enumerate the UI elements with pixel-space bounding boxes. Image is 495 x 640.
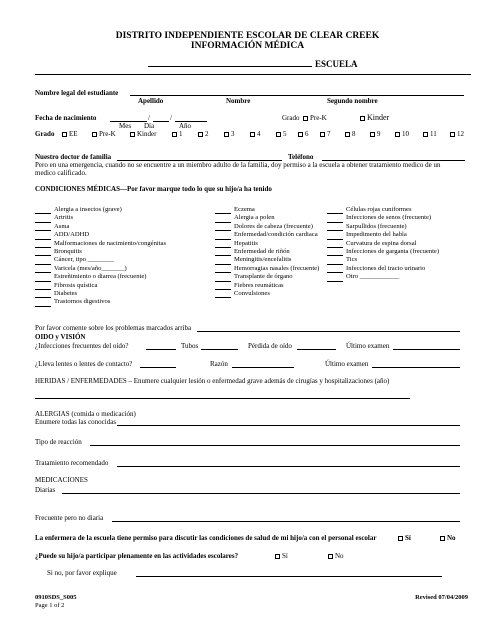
condition-label: Impedimento del habla — [346, 231, 407, 239]
mark-blank[interactable] — [35, 233, 51, 240]
condition-label: Enfermedad de riñón — [234, 248, 290, 256]
kinder-checkbox[interactable] — [360, 116, 365, 121]
conditions-col-2 — [215, 206, 319, 298]
condition-label: Infecciones de senos (frecuente) — [346, 214, 432, 222]
condition-label: Asma — [54, 222, 70, 230]
condition-item[interactable] — [327, 256, 439, 264]
last-exam-2-field[interactable] — [372, 367, 460, 368]
checkbox[interactable] — [450, 132, 455, 137]
last-exam-field[interactable] — [393, 349, 460, 350]
injuries-field[interactable] — [35, 398, 410, 399]
prek-checkbox[interactable] — [303, 116, 308, 121]
condition-item[interactable] — [215, 240, 319, 248]
condition-item[interactable] — [215, 273, 319, 281]
mark-blank[interactable] — [215, 266, 231, 273]
mark-blank[interactable] — [215, 241, 231, 248]
reaction-label: Tipo de reacción — [35, 438, 82, 446]
grade-option-ee[interactable] — [62, 130, 78, 138]
grade-option-12[interactable] — [450, 130, 464, 138]
grade-option-11[interactable] — [423, 130, 437, 138]
last-exam-2-label: Último examen — [325, 360, 369, 368]
treatment-field[interactable] — [117, 466, 460, 467]
condition-item[interactable] — [35, 290, 166, 298]
condition-item[interactable] — [35, 298, 166, 306]
mark-blank[interactable] — [35, 249, 51, 256]
condition-item[interactable] — [35, 223, 166, 231]
grade-option-label: 11 — [430, 130, 437, 138]
infrequent-field[interactable] — [112, 521, 460, 522]
condition-label: Artritis — [54, 214, 74, 222]
reason-label: Razón — [210, 360, 228, 368]
no-label: No — [335, 552, 344, 560]
grade-option-label: 8 — [352, 130, 356, 138]
checkbox[interactable] — [395, 132, 400, 137]
infrequent-label: Frecuente pero no diaria — [35, 514, 104, 522]
allergies-field[interactable] — [117, 425, 460, 426]
explain-label: Si no, por favor explique — [47, 569, 117, 577]
condition-item[interactable] — [327, 206, 439, 214]
checkbox[interactable] — [62, 132, 67, 137]
form-code: 0910SDS_S005 — [35, 594, 77, 601]
medications-heading: MEDICACIONES — [35, 476, 88, 484]
condition-item[interactable] — [327, 231, 439, 239]
grade-option-label: 7 — [327, 130, 331, 138]
condition-item[interactable] — [327, 214, 439, 222]
condition-label: Curvatura de espina dorsal — [346, 239, 417, 247]
grade-option-10[interactable] — [395, 130, 409, 138]
date-slash-2: / — [170, 114, 172, 122]
condition-label: Varicela (mes/año_______) — [54, 264, 127, 272]
condition-label: ADD/ADHD — [54, 231, 90, 239]
checkbox[interactable] — [423, 132, 428, 137]
checkbox[interactable] — [370, 132, 375, 137]
grade-option-label: EE — [69, 130, 78, 138]
condition-label: Otro ____________ — [346, 273, 400, 281]
grade-option-label: Pre-K — [99, 130, 116, 138]
condition-label: Fibrosis quística — [54, 281, 98, 289]
condition-label: Sarpullidos (frecuente) — [346, 222, 407, 230]
no-label: No — [447, 534, 456, 542]
grade-option-8[interactable] — [345, 130, 356, 138]
injuries-label: HERIDAS / ENFERMEDADES – Enumere cualquier lesión o enfermedad grave además de cirugías y hospitalizaciones (año) — [35, 377, 390, 385]
tubes-field[interactable] — [201, 349, 238, 350]
last-exam-label: Último examen — [346, 342, 390, 350]
checkbox[interactable] — [298, 132, 303, 137]
mark-blank[interactable] — [327, 216, 343, 223]
nombre-caption: Nombre — [226, 97, 251, 105]
mark-blank[interactable] — [35, 275, 51, 282]
mark-blank[interactable] — [215, 249, 231, 256]
condition-item[interactable] — [327, 240, 439, 248]
condition-item[interactable] — [327, 265, 439, 273]
yes-label: Sí — [282, 552, 288, 560]
mark-blank[interactable] — [35, 216, 51, 223]
grade-option-label: 6 — [305, 130, 309, 138]
condition-item[interactable] — [35, 240, 166, 248]
birth-date-label: Fecha de nacimiento — [35, 114, 97, 122]
mark-blank[interactable] — [327, 233, 343, 240]
grade-option-label: 4 — [257, 130, 261, 138]
participate-yes-checkbox[interactable] — [275, 554, 280, 559]
checkbox[interactable] — [345, 132, 350, 137]
condition-item[interactable] — [35, 206, 166, 214]
student-name-field[interactable] — [130, 95, 464, 96]
condition-label: Trastornos digestivos — [54, 298, 111, 306]
condition-label: Cáncer, tipo ________ — [54, 256, 114, 264]
mark-blank[interactable] — [327, 275, 343, 282]
mark-blank[interactable] — [327, 266, 343, 273]
condition-item[interactable] — [35, 282, 166, 290]
hearing-loss-label: Pérdida de oído — [248, 342, 292, 350]
condition-label: Infecciones del tracto urinario — [346, 264, 426, 272]
kinder-option[interactable] — [360, 113, 389, 122]
condition-item[interactable] — [35, 256, 166, 264]
mark-blank[interactable] — [215, 216, 231, 223]
condition-item[interactable] — [215, 214, 319, 222]
mark-blank[interactable] — [215, 258, 231, 265]
condition-item[interactable] — [215, 248, 319, 256]
condition-label: Tics — [346, 256, 358, 264]
mark-blank[interactable] — [215, 224, 231, 231]
reason-field[interactable] — [232, 367, 294, 368]
condition-item[interactable] — [215, 282, 319, 290]
condition-item[interactable] — [327, 223, 439, 231]
date-slash-1: / — [148, 114, 150, 122]
mark-blank[interactable] — [215, 283, 231, 290]
participate-yes-option[interactable] — [275, 552, 288, 560]
grade-option-3[interactable] — [224, 130, 235, 138]
condition-item[interactable] — [35, 265, 166, 273]
grade-option-label: 9 — [377, 130, 381, 138]
grade-option-label: 2 — [205, 130, 209, 138]
ano-caption: Año — [179, 122, 192, 130]
daily-field[interactable] — [62, 493, 460, 494]
condition-label: Convulsiones — [234, 290, 270, 298]
grade-option-kinder[interactable] — [130, 130, 156, 138]
conditions-col-3 — [327, 206, 439, 282]
condition-label: Infecciones de garganta (frecuente) — [346, 248, 440, 256]
form-title: INFORMACIÓN MÉDICA — [190, 41, 305, 51]
mark-blank[interactable] — [35, 266, 51, 273]
grade-option-label: 1 — [179, 130, 183, 138]
segundo-nombre-caption: Segundo nombre — [327, 97, 378, 105]
emergency-text-2: medico calificado. — [35, 169, 87, 177]
header-rule — [35, 74, 471, 75]
mark-blank[interactable] — [327, 258, 343, 265]
reaction-field[interactable] — [90, 445, 460, 446]
condition-item[interactable] — [327, 248, 439, 256]
condition-item[interactable] — [35, 214, 166, 222]
conditions-heading: CONDICIONES MÉDICAS—Por favor marque todo lo que su hijo/a ha tenido — [35, 185, 272, 193]
hearing-loss-field[interactable] — [297, 349, 336, 350]
condition-item[interactable] — [215, 223, 319, 231]
grade-option-5[interactable] — [276, 130, 287, 138]
mark-blank[interactable] — [327, 207, 343, 214]
checkbox[interactable] — [320, 132, 325, 137]
prek-option[interactable] — [303, 114, 327, 122]
condition-item[interactable] — [215, 256, 319, 264]
mark-blank[interactable] — [35, 224, 51, 231]
grade-option-label: 3 — [231, 130, 235, 138]
condition-label: Bronquitis — [54, 248, 82, 256]
school-field[interactable] — [148, 66, 312, 67]
district-title: DISTRITO INDEPENDIENTE ESCOLAR DE CLEAR CREEK — [115, 31, 380, 41]
explain-field[interactable] — [136, 576, 442, 577]
grade-option-label: 10 — [402, 130, 409, 138]
condition-label: Transplante de órgano — [234, 273, 293, 281]
condition-label: Malformaciones de nacimiento/congénitas — [54, 239, 167, 247]
tubes-label: Tubos — [181, 342, 199, 350]
condition-label: Enfermedad/condición cardiaca — [234, 231, 318, 239]
mark-blank[interactable] — [35, 283, 51, 290]
mark-blank[interactable] — [35, 207, 51, 214]
mark-blank[interactable] — [35, 258, 51, 265]
condition-label: Eczema — [234, 206, 255, 213]
ear-infections-field[interactable] — [146, 349, 176, 350]
school-label: ESCUELA — [315, 59, 358, 69]
dia-caption: Día — [144, 122, 155, 130]
mark-blank[interactable] — [215, 291, 231, 298]
conditions-col-1 — [35, 206, 166, 307]
mark-blank[interactable] — [327, 241, 343, 248]
grade-option-7[interactable] — [320, 130, 331, 138]
mark-blank[interactable] — [35, 291, 51, 298]
condition-item[interactable] — [215, 265, 319, 273]
allergies-heading: ALERGIAS (comida o medicación) — [35, 410, 136, 418]
prek-option-label: Pre-K — [310, 114, 327, 122]
nurse-no-option[interactable] — [440, 534, 456, 542]
condition-item[interactable] — [327, 273, 439, 281]
mark-blank[interactable] — [35, 300, 51, 307]
checkbox[interactable] — [198, 132, 203, 137]
condition-item[interactable] — [215, 231, 319, 239]
condition-label: Hepatitis — [234, 239, 258, 247]
daily-label: Diarias — [35, 486, 56, 494]
glasses-field[interactable] — [140, 367, 176, 368]
checkbox[interactable] — [276, 132, 281, 137]
grade-row-label: Grado — [35, 130, 55, 138]
checkbox[interactable] — [130, 132, 135, 137]
condition-label: Fiebres reumáticas — [234, 281, 284, 289]
mes-caption: Mes — [119, 122, 132, 130]
phone-label: Teléfono — [288, 153, 314, 161]
participate-question: ¿Puede su hijo/a participar plenamente en las actividades escolares? — [35, 552, 239, 560]
condition-item[interactable] — [35, 231, 166, 239]
participate-no-option[interactable] — [328, 552, 344, 560]
comments-label: Por favor comente sobre los problemas marcados arriba — [35, 324, 192, 332]
apellido-caption: Apellido — [138, 97, 164, 105]
condition-item[interactable] — [35, 248, 166, 256]
checkbox[interactable] — [224, 132, 229, 137]
student-name-label: Nombre legal del estudiante — [35, 89, 119, 97]
condition-item[interactable] — [215, 290, 319, 298]
grade-option-4[interactable] — [250, 130, 261, 138]
grade-option-label: 12 — [457, 130, 464, 138]
checkbox[interactable] — [172, 132, 177, 137]
nurse-yes-checkbox[interactable] — [398, 536, 403, 541]
treatment-label: Tratamiento recomendado — [35, 459, 109, 467]
condition-label: Alergia a insectos (grave) — [54, 206, 122, 213]
condition-label: Dolores de cabeza (frecuente) — [234, 222, 313, 230]
grade-option-prek[interactable] — [92, 130, 116, 138]
grade-option-1[interactable] — [172, 130, 183, 138]
doctor-label: Nuestro doctor de familia — [35, 153, 112, 161]
mark-blank[interactable] — [327, 249, 343, 256]
checkbox[interactable] — [250, 132, 255, 137]
grade-option-2[interactable] — [198, 130, 209, 138]
page-number: Page 1 of 2 — [35, 602, 65, 609]
mark-blank[interactable] — [215, 275, 231, 282]
grade-option-label: 5 — [283, 130, 287, 138]
revised-date: Revised 07/04/2009 — [415, 594, 468, 601]
condition-label: Meningitis/encefalitis — [234, 256, 292, 264]
glasses-label: ¿Lleva lentes o lentes de contacto? — [35, 360, 133, 368]
mark-blank[interactable] — [215, 207, 231, 214]
condition-label: Células rojas cuniformes — [346, 206, 412, 213]
grade-option-6[interactable] — [298, 130, 309, 138]
condition-label: Alergia a polen — [234, 214, 275, 222]
grade-option-9[interactable] — [370, 130, 381, 138]
emergency-text: Pero en una emergencia, cuando no se encuentre a un miembro adulto de la familia, doy permiso a la escuela a obtener tratamiento medico de un — [35, 161, 441, 169]
nurse-permission-text: La enfermera de la escuela tiene permiso para discutir las condiciones de salud de mi hijo/a con el personal escolar — [35, 534, 377, 542]
participate-no-checkbox[interactable] — [328, 554, 333, 559]
condition-item[interactable] — [35, 273, 166, 281]
allergies-list-label: Enumere todas las conocidas — [35, 418, 117, 426]
grade-option-label: Kinder — [137, 130, 157, 138]
checkbox[interactable] — [92, 132, 97, 137]
yes-label: Sí — [405, 534, 411, 542]
nurse-yes-option[interactable] — [398, 534, 411, 542]
grade-label-top: Grado — [282, 114, 300, 122]
ears-vision-heading: OIDO y VISIÓN — [35, 333, 86, 341]
mark-blank[interactable] — [215, 233, 231, 240]
condition-label: Diabetes — [54, 290, 78, 298]
comments-field[interactable] — [197, 331, 460, 332]
ear-infections-label: ¿Infecciones frecuentes del oído? — [35, 342, 129, 350]
mark-blank[interactable] — [35, 241, 51, 248]
condition-label: Estreñimiento o diarrea (frecuente) — [54, 273, 147, 281]
mark-blank[interactable] — [327, 224, 343, 231]
kinder-option-label: Kinder — [367, 113, 390, 122]
condition-item[interactable] — [215, 206, 319, 214]
nurse-no-checkbox[interactable] — [440, 536, 445, 541]
birth-day-field[interactable] — [153, 121, 169, 122]
condition-label: Hemorragias nasales (frecuente) — [234, 264, 320, 272]
